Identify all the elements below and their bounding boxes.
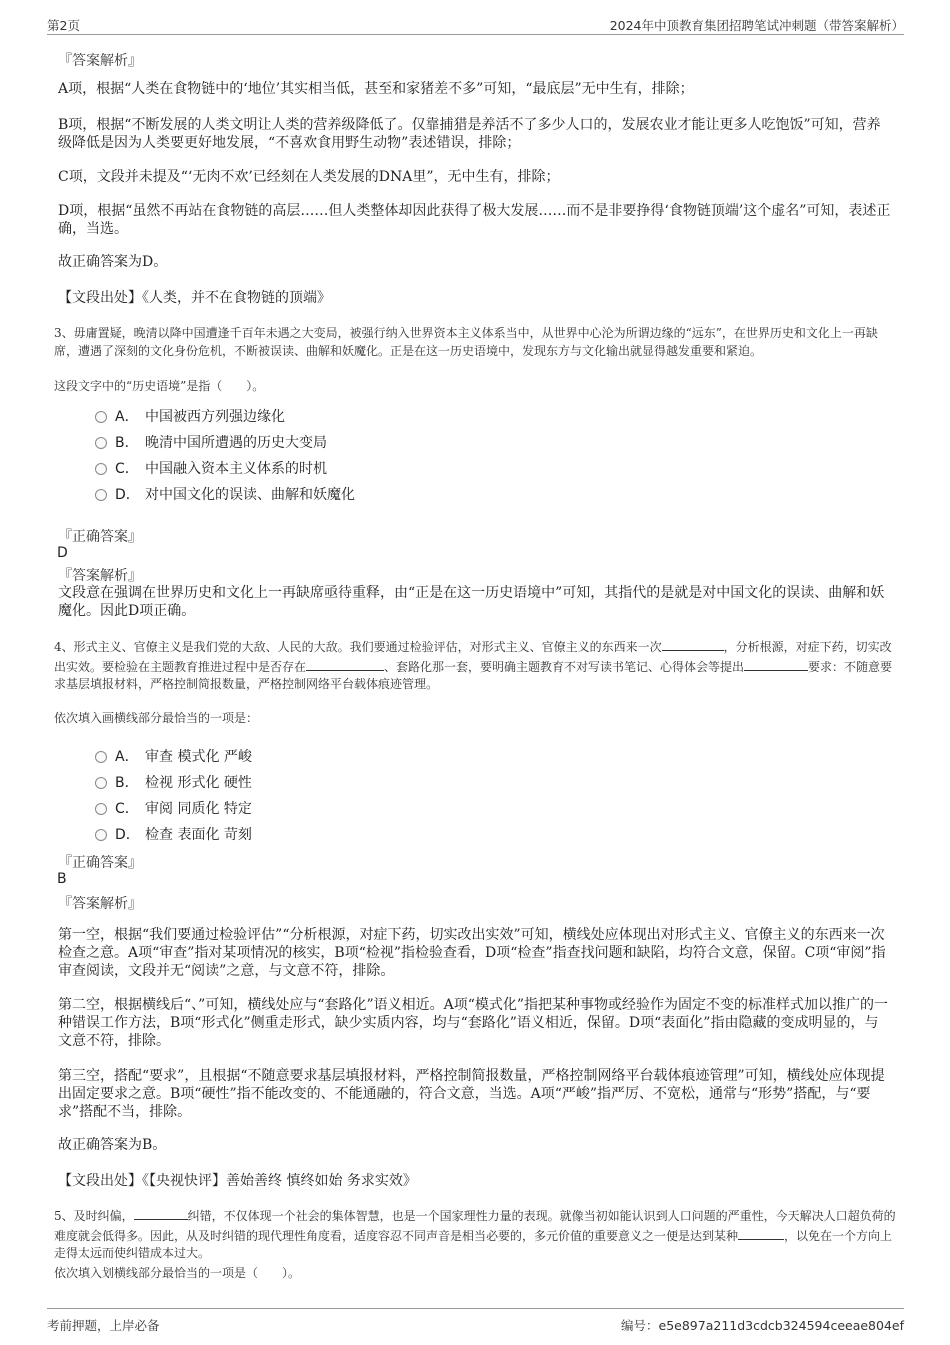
q4-conclusion: 故正确答案为B。 — [58, 1137, 167, 1153]
q4-analysis-blank-3: 第三空，搭配“要求”，且根据“不随意要求基层填报材料，严格控制简报数量，严格控制网络平台载体痕迹管理”可知，横线处应体现提出固定要求之意。B项“硬性”指不能改变的、不能通融的，符合文意，当选。A项“严峻”指严厉、不宽松，通常与“形势”搭配，与“要求”搭配不当，排除。 — [58, 1068, 885, 1120]
q2-conclusion: 故正确答案为D。 — [58, 254, 168, 270]
radio-button[interactable] — [95, 803, 107, 815]
radio-button[interactable] — [95, 777, 107, 789]
fill-blank-1 — [134, 1206, 188, 1220]
fill-blank-1 — [662, 637, 724, 651]
document-title: 2024年中顶教育集团招聘笔试冲刺题（带答案解析） — [609, 18, 904, 33]
q2-analysis-option-a: A项，根据“人类在食物链中的‘地位’其实相当低，甚至和家猪差不多”可知，“最底层”无中生有，排除； — [58, 81, 694, 97]
q4-option-d[interactable]: D． 检查 表面化 苛刻 — [95, 824, 104, 844]
q4-analysis-blank-1: 第一空，根据“我们要通过检验评估”“分析根源，对症下药，切实改出实效”可知，横线处应体现出对形式主义、官僚主义的东西来一次检查之意。A项“审查”指对某项情况的核实，B项“检视”指检验查看，D项“检查”指查找问题和缺陷，均符合文意，保留。C项“审阅”指审查阅读，文段并无“阅读”之意，与文意不符，排除。 — [58, 927, 886, 979]
q2-analysis-option-c: C项，文段并未提及“‘无肉不欢’已经刻在人类发展的DNA里”，无中生有，排除； — [58, 169, 560, 185]
radio-button[interactable] — [95, 751, 107, 763]
radio-button[interactable] — [95, 489, 107, 501]
q2-source: 【文段出处】《人类，并不在食物链的顶端》 — [58, 290, 331, 306]
q2-analysis-option-d: D项，根据“虽然不再站在食物链的高层……但人类整体却因此获得了极大发展……而不是非要挣得‘食物链顶端’这个虚名”可知，表述正确，当选。 — [58, 203, 891, 237]
radio-button[interactable] — [95, 437, 107, 449]
q4-option-b[interactable]: B． 检视 形式化 硬性 — [95, 772, 104, 792]
q3-option-d[interactable]: D． 对中国文化的误读、曲解和妖魔化 — [95, 484, 104, 504]
q4-analysis-blank-2: 第二空，根据横线后“、”可知，横线处应与“套路化”语义相近。A项“模式化”指把某种事物或经验作为固定不变的标准样式加以推广的一种错误工作方法，B项“形式化”侧重走形式，缺少实质内容，均与“套路化”语义相近，保留。D项“表面化”指由隐藏的变成明显的，与文意不符，排除。 — [58, 997, 889, 1049]
q3-stem: 3、毋庸置疑，晚清以降中国遭逢千百年未遇之大变局，被强行纳入世界资本主义体系当中，从世界中心沦为所谓边缘的“远东”，在世界历史和文化上一再缺席，遭遇了深刻的文化身份危机，不断被误读、曲解和妖魔化。正是在这一历史语境中，发现东方与文化输出就显得越发重要和紧迫。 — [54, 326, 878, 358]
q3-answer: D — [57, 545, 68, 561]
q3-option-a[interactable]: A． 中国被西方列强边缘化 — [95, 406, 104, 426]
q4-answer: B — [57, 871, 67, 887]
q5-question: 依次填入划横线部分最恰当的一项是（ ）。 — [54, 1266, 301, 1280]
radio-button[interactable] — [95, 463, 107, 475]
radio-button[interactable] — [95, 411, 107, 423]
q4-source: 【文段出处】《【央视快评】善始善终 慎终如始 务求实效》 — [58, 1173, 417, 1189]
q4-stem: 4、形式主义、官僚主义是我们党的大敌、人民的大敌。我们要通过检验评估，对形式主义、官僚主义的东西来一次 ，分析根源，对症下药，切实改出实效。要检验在主题教育推进过程中是否存在 、套路化那一套，要明确主题教育不对写读书笔记、心得体会等提出 要求：不随意要求基层填报材料，严格控制简报数量，严格控制网络平台载体痕迹管理。 — [54, 637, 896, 694]
page-number: 第2页 — [47, 18, 80, 33]
radio-button[interactable] — [95, 829, 107, 841]
q3-analysis: 文段意在强调在世界历史和文化上一再缺席亟待重释，由“正是在这一历史语境中”可知，其指代的是就是对中国文化的误读、曲解和妖魔化。因此D项正确。 — [58, 585, 885, 619]
q3-option-c[interactable]: C． 中国融入资本主义体系的时机 — [95, 458, 104, 478]
fill-blank-3 — [744, 657, 808, 671]
q4-correct-label: 『正确答案』 — [58, 855, 142, 871]
q2-analysis-label: 『答案解析』 — [58, 53, 142, 69]
q4-option-a[interactable]: A． 审查 模式化 严峻 — [95, 746, 104, 766]
fill-blank-2 — [738, 1226, 784, 1240]
q3-question: 这段文字中的“历史语境”是指（ ）。 — [54, 379, 265, 393]
q5-stem: 5、及时纠偏， 纠错，不仅体现一个社会的集体智慧，也是一个国家理性力量的表现。就像当初如能认识到人口问题的严重性，今天解决人口超负荷的难度就会低得多。因此，从及时纠错的现代理性角度看，适度容忍不同声音是相当必要的，多元价值的重要意义之一便是达到某种 ，以免在一个方向上走得太远而使纠错成本过大。 — [54, 1206, 896, 1263]
page-footer — [47, 1308, 904, 1337]
fill-blank-2 — [306, 657, 384, 671]
q3-analysis-label: 『答案解析』 — [58, 568, 142, 584]
q3-correct-label: 『正确答案』 — [58, 529, 142, 545]
footer-slogan: 考前押题，上岸必备 — [47, 1318, 160, 1333]
q2-analysis-option-b: B项，根据“不断发展的人类文明让人类的营养级降低了。仅靠捕猎是养活不了多少人口的，发展农业才能让更多人吃饱饭”可知，营养级降低是因为人类要更好地发展，“不喜欢食用野生动物”表述错误，排除； — [58, 117, 881, 151]
document-code: 编号：e5e897a211d3cdcb324594ceeae804ef — [621, 1318, 904, 1333]
q3-option-b[interactable]: B． 晚清中国所遭遇的历史大变局 — [95, 432, 104, 452]
q4-analysis-label: 『答案解析』 — [58, 896, 142, 912]
q4-option-c[interactable]: C． 审阅 同质化 特定 — [95, 798, 104, 818]
q4-question: 依次填入画横线部分最恰当的一项是： — [54, 711, 259, 725]
page-header — [47, 12, 904, 35]
